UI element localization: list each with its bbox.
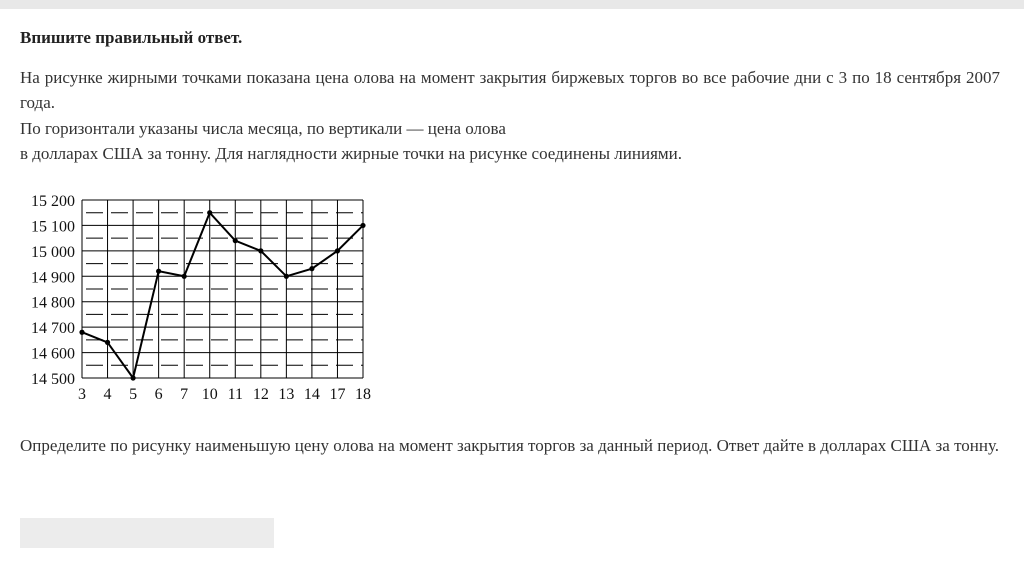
y-tick-label: 14 900 [31,269,75,287]
data-point [258,248,263,253]
x-tick-label: 7 [180,386,189,403]
data-point [156,269,161,274]
x-tick-label: 12 [252,386,269,403]
data-point [182,274,187,279]
task-title: Впишите правильный ответ. [20,28,243,47]
y-tick-label: 15 100 [31,218,75,236]
task-description-lines-note: в долларах США за тонну. Для наглядности жирные точки на рисунке соединены линиями. [20,144,682,163]
x-tick-label: 11 [227,386,243,403]
x-tick-label: 6 [154,386,163,403]
data-point [130,375,135,380]
data-point [284,274,289,279]
task-description: На рисунке жирными точками показана цена олова на момент закрытия биржевых торгов во все рабочие дни с 3 по 18 сентября 2007 года. [20,68,1000,112]
data-point [207,210,212,215]
data-point [79,330,84,335]
top-bar [0,0,1024,9]
x-tick-label: 13 [278,386,295,403]
series-line [82,213,363,378]
question-text: Определите по рисунку наименьшую цену олова на момент закрытия торгов за данный период. Ответ дайте в долларах США за тонну. [20,436,1000,455]
x-tick-label: 17 [329,386,346,403]
data-point [360,223,365,228]
answer-input[interactable] [20,518,274,548]
y-tick-label: 15 200 [31,193,75,210]
data-point [233,238,238,243]
x-tick-label: 14 [303,386,320,403]
x-tick-label: 5 [129,386,138,403]
data-point [335,248,340,253]
y-tick-label: 14 700 [31,320,75,338]
tin-price-chart [14,188,384,408]
x-tick-label: 4 [103,386,112,403]
data-point [309,266,314,271]
x-tick-label: 10 [201,386,218,403]
y-tick-label: 14 800 [31,294,75,312]
y-tick-label: 15 000 [31,243,75,261]
y-tick-label: 14 600 [31,345,75,363]
data-point [105,340,110,345]
x-tick-label: 18 [355,386,371,403]
x-tick-label: 3 [78,386,86,403]
task-description-axis-note: По горизонтали указаны числа месяца, по вертикали — цена олова [20,119,506,138]
y-tick-label: 14 500 [31,371,75,388]
